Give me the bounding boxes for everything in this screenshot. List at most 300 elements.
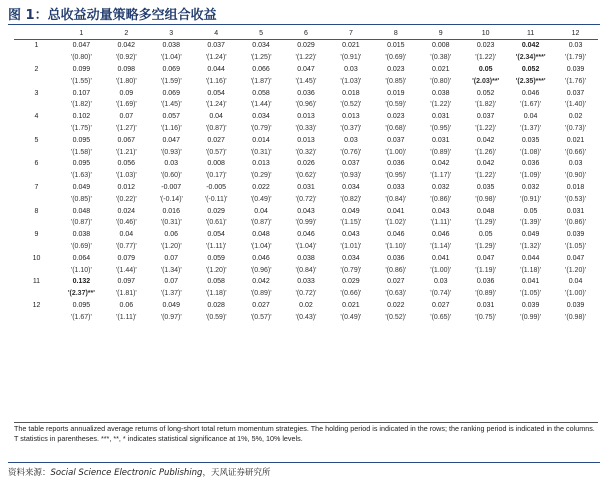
tstat-cell: '(1.67)'	[520, 101, 542, 109]
return-cell: 0.048	[72, 207, 91, 215]
tstat-cell: '(1.67)'	[70, 313, 92, 321]
tstat-cell: '(2.03)**'	[472, 77, 500, 85]
tstat-cell: '(1.82)'	[70, 101, 92, 109]
tstat-cell: '(0.38)'	[430, 54, 452, 62]
return-cell: 0.07	[164, 254, 179, 262]
tstat-cell: '(0.87)'	[250, 219, 272, 227]
tstat-cell: '(0.89)'	[475, 290, 497, 298]
tstat-cell: '(0.97)'	[160, 313, 182, 321]
tstat-cell: '(0.22)'	[115, 195, 137, 203]
tstat-cell: '(1.20)'	[565, 266, 587, 274]
return-cell: 0.036	[521, 160, 540, 168]
column-header: 5	[259, 30, 264, 37]
tstat-cell: '(1.22)'	[475, 124, 497, 132]
table-row	[14, 64, 598, 76]
return-cell: 0.036	[476, 278, 495, 286]
return-cell: 0.069	[162, 89, 180, 97]
tstat-cell: '(1.09)'	[520, 172, 542, 180]
return-cell: 0.034	[342, 183, 360, 191]
tstat-cell: '(2.37)**'	[67, 290, 95, 298]
return-cell: 0.048	[252, 231, 270, 239]
return-cell: 0.027	[387, 278, 405, 286]
tstat-cell: '(1.02)'	[385, 219, 407, 227]
header-row	[14, 28, 598, 40]
tstat-cell: '(1.59)'	[160, 77, 182, 85]
tstat-cell: '(0.87)'	[70, 219, 92, 227]
return-cell: 0.033	[387, 183, 405, 191]
tstat-cell: '(1.10)'	[385, 242, 407, 250]
tstat-row-spacer	[14, 99, 59, 111]
tstat-cell: '(0.93)'	[340, 172, 362, 180]
row-label: 7	[34, 183, 39, 191]
tstat-cell: '(1.44)'	[250, 101, 272, 109]
row-label: 8	[34, 207, 39, 215]
tstat-cell: '(1.39)'	[520, 219, 542, 227]
tstat-cell: '(1.76)'	[565, 77, 587, 85]
column-header: 1	[79, 30, 84, 37]
tstat-row	[14, 123, 598, 135]
return-cell: 0.048	[476, 207, 495, 215]
tstat-cell: '(1.37)'	[160, 290, 182, 298]
return-cell: 0.067	[117, 136, 136, 144]
column-header: 3	[169, 30, 174, 37]
return-cell: 0.031	[431, 113, 450, 121]
table-row	[14, 87, 598, 99]
return-cell: 0.095	[72, 301, 91, 309]
return-cell: 0.036	[387, 160, 405, 168]
tstat-cell: '(0.31)'	[250, 148, 272, 156]
tstat-cell: '(1.16)'	[205, 77, 227, 85]
return-cell: 0.018	[342, 89, 360, 97]
return-cell: 0.099	[72, 65, 91, 73]
tstat-cell: '(1.03)'	[340, 77, 362, 85]
return-cell: 0.06	[164, 231, 179, 239]
tstat-cell: '(0.80)'	[430, 77, 452, 85]
return-cell: 0.04	[119, 231, 134, 239]
return-cell: 0.037	[476, 113, 495, 121]
tstat-cell: '(1.44)'	[115, 266, 137, 274]
return-cell: 0.043	[342, 231, 360, 239]
return-cell: 0.02	[299, 301, 313, 309]
tstat-cell: '(0.66)'	[340, 290, 362, 298]
tstat-cell: '(1.25)'	[250, 54, 272, 62]
tstat-cell: '(0.63)'	[385, 290, 407, 298]
return-cell: 0.022	[387, 301, 405, 309]
table-row	[14, 205, 598, 217]
return-cell: 0.047	[72, 42, 91, 50]
return-cell: 0.023	[387, 113, 405, 121]
return-cell: 0.03	[433, 278, 448, 286]
return-cell: 0.058	[207, 278, 225, 286]
tstat-cell: '(1.79)'	[565, 54, 587, 62]
return-cell: 0.07	[164, 278, 179, 286]
tstat-cell: '(1.17)'	[430, 172, 452, 180]
tstat-cell: '(1.69)'	[115, 101, 137, 109]
return-cell: 0.042	[431, 160, 450, 168]
tstat-cell: '(0.95)'	[385, 172, 407, 180]
tstat-cell: '(0.98)'	[565, 313, 587, 321]
tstat-cell: '(1.11)'	[205, 242, 227, 250]
return-cell: 0.013	[297, 113, 315, 121]
tstat-cell: '(1.00)'	[430, 266, 452, 274]
return-cell: 0.098	[117, 65, 136, 73]
return-cell: 0.03	[568, 160, 583, 168]
return-cell: 0.046	[297, 231, 315, 239]
tstat-cell: '(1.29)'	[475, 242, 497, 250]
return-cell: 0.027	[431, 301, 450, 309]
return-cell: 0.03	[344, 136, 358, 144]
column-header: 11	[526, 30, 535, 37]
tstat-cell: '(0.59)'	[205, 313, 227, 321]
tstat-row	[14, 288, 598, 300]
tstat-row	[14, 217, 598, 229]
return-cell: 0.034	[252, 42, 270, 50]
tstat-cell: '(2.35)***'	[515, 77, 546, 85]
return-cell: 0.043	[297, 207, 315, 215]
tstat-row-spacer	[14, 75, 59, 87]
return-cell: 0.049	[162, 301, 180, 309]
title-divider	[8, 24, 600, 25]
column-header: 9	[438, 30, 443, 37]
tstat-cell: '(0.80)'	[70, 54, 92, 62]
return-cell: 0.026	[297, 160, 315, 168]
column-header: 6	[304, 30, 308, 37]
tstat-cell: '(1.20)'	[160, 242, 182, 250]
tstat-cell: '(0.96)'	[250, 266, 272, 274]
return-cell: 0.05	[478, 65, 493, 73]
row-label: 2	[34, 65, 39, 73]
tstat-cell: '(1.05)'	[565, 242, 587, 250]
tstat-cell: '(0.37)'	[340, 124, 362, 132]
return-cell: 0.041	[431, 254, 450, 262]
tstat-cell: '(0.77)'	[115, 242, 137, 250]
table-row	[14, 134, 598, 146]
tstat-cell: '(0.96)'	[295, 101, 317, 109]
return-cell: 0.037	[387, 136, 405, 144]
tstat-cell: '(0.29)'	[250, 172, 272, 180]
return-cell: 0.046	[252, 254, 270, 262]
tstat-cell: '(1.26)'	[475, 148, 497, 156]
return-cell: 0.047	[297, 65, 315, 73]
return-cell: 0.042	[521, 42, 540, 50]
column-header: 10	[481, 30, 490, 37]
tstat-row	[14, 311, 598, 323]
tstat-cell: '(0.49)'	[340, 313, 362, 321]
tstat-cell: '(0.85)'	[385, 77, 407, 85]
tstat-cell: '(1.18)'	[520, 266, 542, 274]
row-label: 3	[34, 89, 39, 97]
tstat-cell: '(0.57)'	[205, 148, 227, 156]
return-cell: 0.029	[297, 42, 315, 50]
return-cell: 0.04	[568, 278, 583, 286]
tstat-cell: '(1.03)'	[115, 172, 137, 180]
tstat-cell: '(1.11)'	[430, 219, 451, 227]
return-cell: -0.005	[206, 183, 227, 191]
return-cell: 0.029	[207, 207, 225, 215]
return-cell: 0.049	[342, 207, 360, 215]
return-cell: 0.044	[207, 65, 225, 73]
tstat-cell: '(0.72)'	[295, 195, 317, 203]
tstat-cell: '(1.04)'	[160, 54, 182, 62]
row-label: 10	[32, 254, 41, 262]
tstat-cell: '(0.65)'	[430, 313, 452, 321]
tstat-row	[14, 241, 598, 253]
return-cell: 0.038	[297, 254, 315, 262]
return-cell: 0.044	[521, 254, 540, 262]
return-cell: 0.057	[162, 113, 180, 121]
return-cell: 0.021	[431, 65, 450, 73]
tstat-cell: '(1.87)'	[250, 77, 272, 85]
tstat-cell: '(1.63)'	[70, 172, 92, 180]
tstat-cell: '(1.11)'	[116, 313, 137, 321]
tstat-row-spacer	[14, 123, 59, 135]
return-cell: 0.031	[431, 136, 450, 144]
tstat-cell: '(0.66)'	[565, 148, 587, 156]
return-cell: 0.047	[476, 254, 495, 262]
tstat-cell: '(0.89)'	[430, 148, 452, 156]
return-cell: 0.035	[521, 136, 540, 144]
return-cell: 0.037	[566, 89, 585, 97]
tstat-cell: '(0.82)'	[340, 195, 362, 203]
tstat-cell: '(1.14)'	[430, 242, 452, 250]
tstat-cell: '(0.89)'	[250, 290, 272, 298]
tstat-cell: '(1.55)'	[70, 77, 92, 85]
return-cell: 0.013	[297, 136, 315, 144]
return-cell: 0.041	[387, 207, 405, 215]
tstat-cell: '(1.01)'	[340, 242, 362, 250]
return-cell: 0.034	[342, 254, 360, 262]
return-cell: 0.03	[164, 160, 179, 168]
return-cell: 0.042	[117, 42, 136, 50]
column-header: 2	[124, 30, 129, 37]
tstat-cell: '(1.00)'	[385, 148, 407, 156]
return-cell: 0.095	[72, 136, 91, 144]
tstat-cell: '(1.15)'	[340, 219, 362, 227]
tstat-cell: '(1.05)'	[520, 290, 542, 298]
row-label: 11	[32, 278, 41, 286]
table-row	[14, 229, 598, 241]
tstat-cell: '(0.53)'	[565, 195, 587, 203]
return-cell: 0.046	[521, 89, 540, 97]
table-row	[14, 111, 598, 123]
tstat-cell: '(1.22)'	[475, 54, 497, 62]
return-cell: 0.008	[207, 160, 225, 168]
tstat-row	[14, 264, 598, 276]
return-cell: 0.024	[117, 207, 136, 215]
return-cell: 0.064	[72, 254, 91, 262]
return-cell: 0.05	[478, 231, 493, 239]
return-cell: 0.042	[476, 160, 495, 168]
table-header	[14, 28, 598, 40]
tstat-cell: '(1.16)'	[160, 124, 182, 132]
table-row	[14, 158, 598, 170]
return-cell: 0.039	[566, 231, 585, 239]
tstat-cell: '(0.91)'	[340, 54, 362, 62]
tstat-cell: '(1.21)'	[115, 148, 137, 156]
return-cell: 0.132	[72, 278, 91, 286]
return-cell: 0.04	[523, 113, 538, 121]
source-divider	[8, 462, 600, 463]
tstat-row-spacer	[14, 311, 59, 323]
return-cell: 0.022	[252, 183, 270, 191]
return-cell: 0.036	[297, 89, 315, 97]
return-cell: 0.046	[387, 231, 405, 239]
return-cell: 0.09	[119, 89, 134, 97]
tstat-cell: '(0.31)'	[160, 219, 182, 227]
return-cell: 0.042	[252, 278, 270, 286]
tstat-cell: '(0.93)'	[160, 148, 182, 156]
tstat-row	[14, 146, 598, 158]
return-cell: 0.013	[252, 160, 270, 168]
return-cell: 0.079	[117, 254, 136, 262]
tstat-cell: '(0.90)'	[565, 172, 587, 180]
tstat-cell: '(1.45)'	[160, 101, 182, 109]
tstat-cell: '(1.24)'	[205, 101, 227, 109]
return-cell: 0.052	[521, 65, 540, 73]
figure-title: 图 1：总收益动量策略多空组合收益	[8, 8, 217, 23]
return-cell: 0.046	[431, 231, 450, 239]
tstat-cell: '(0.60)'	[160, 172, 182, 180]
return-cell: -0.007	[161, 183, 182, 191]
tstat-cell: '(1.34)'	[160, 266, 182, 274]
tstat-row-spacer	[14, 52, 59, 64]
return-cell: 0.013	[342, 113, 360, 121]
return-cell: 0.016	[162, 207, 180, 215]
return-cell: 0.034	[252, 113, 270, 121]
row-label: 1	[34, 42, 39, 50]
return-cell: 0.018	[566, 183, 585, 191]
tstat-cell: '(2.34)***'	[515, 54, 546, 62]
tstat-cell: '(0.69)'	[385, 54, 407, 62]
tstat-cell: '(0.43)'	[295, 313, 317, 321]
tstat-cell: '(0.92)'	[115, 54, 137, 62]
tstat-cell: '(0.32)'	[295, 148, 317, 156]
tstat-cell: '(0.84)'	[295, 266, 317, 274]
return-cell: 0.06	[119, 301, 134, 309]
return-cell: 0.036	[387, 254, 405, 262]
table-row	[14, 300, 598, 312]
tstat-cell: '(0.61)'	[205, 219, 227, 227]
return-cell: 0.021	[342, 42, 360, 50]
row-label: 5	[34, 136, 39, 144]
tstat-cell: '(0.52)'	[340, 101, 362, 109]
tstat-cell: '(0.33)'	[295, 124, 317, 132]
return-cell: 0.066	[252, 65, 270, 73]
tstat-cell: '(1.45)'	[295, 77, 317, 85]
tstat-cell: '(1.20)'	[205, 266, 227, 274]
tstat-cell: '(1.22)'	[430, 101, 452, 109]
source-prefix: 资料来源：	[8, 468, 51, 478]
return-cell: 0.054	[207, 231, 225, 239]
return-cell: 0.039	[566, 65, 585, 73]
tstat-cell: '(0.87)'	[205, 124, 227, 132]
return-cell: 0.038	[162, 42, 180, 50]
table-body	[14, 40, 598, 324]
return-cell: 0.059	[207, 254, 225, 262]
tstat-cell: '(1.29)'	[475, 219, 497, 227]
column-header: 7	[348, 30, 353, 37]
return-cell: 0.056	[117, 160, 136, 168]
tstat-cell: '(1.32)'	[520, 242, 542, 250]
return-cell: 0.095	[72, 160, 91, 168]
return-cell: 0.047	[566, 254, 585, 262]
return-cell: 0.049	[72, 183, 91, 191]
return-cell: 0.047	[162, 136, 180, 144]
tstat-cell: '(0.86)'	[385, 266, 407, 274]
tstat-row	[14, 99, 598, 111]
tstat-cell: '(0.52)'	[385, 313, 407, 321]
return-cell: 0.021	[342, 301, 360, 309]
return-cell: 0.031	[297, 183, 315, 191]
tstat-row	[14, 170, 598, 182]
return-cell: 0.038	[431, 89, 450, 97]
tstat-cell: '(1.58)'	[70, 148, 92, 156]
return-cell: 0.054	[207, 89, 225, 97]
return-cell: 0.038	[72, 231, 91, 239]
column-header: 8	[393, 30, 398, 37]
tstat-cell: '(1.00)'	[565, 290, 587, 298]
note-divider	[14, 422, 598, 423]
tstat-cell: '(0.99)'	[520, 313, 542, 321]
return-cell: 0.039	[566, 301, 585, 309]
row-label: 6	[34, 160, 39, 168]
return-cell: 0.02	[568, 113, 583, 121]
return-cell: 0.043	[431, 207, 450, 215]
tstat-cell: '(1.40)'	[565, 101, 587, 109]
tstat-cell: '(0.79)'	[340, 266, 362, 274]
return-cell: 0.03	[344, 65, 358, 73]
tstat-cell: '(0.76)'	[340, 148, 362, 156]
tstat-cell: '(1.37)'	[520, 124, 542, 132]
row-label: 12	[32, 301, 41, 309]
tstat-row-spacer	[14, 193, 59, 205]
tstat-row-spacer	[14, 217, 59, 229]
return-cell: 0.097	[117, 278, 136, 286]
return-cell: 0.014	[252, 136, 270, 144]
tstat-cell: '(1.80)'	[115, 77, 137, 85]
tstat-cell: '(0.73)'	[565, 124, 587, 132]
tstat-cell: '(1.75)'	[70, 124, 92, 132]
tstat-cell: '(1.81)'	[115, 290, 137, 298]
return-cell: 0.028	[207, 301, 225, 309]
tstat-cell: '(0.95)'	[430, 124, 452, 132]
return-cell: 0.012	[117, 183, 136, 191]
tstat-cell: '(1.18)'	[205, 290, 227, 298]
return-cell: 0.027	[252, 301, 270, 309]
return-cell: 0.052	[476, 89, 495, 97]
tstat-cell: '(0.98)'	[475, 195, 497, 203]
tstat-row	[14, 75, 598, 87]
return-cell: 0.058	[252, 89, 270, 97]
tstat-cell: '(0.59)'	[385, 101, 407, 109]
column-header: 4	[214, 30, 219, 37]
returns-table	[14, 28, 598, 323]
tstat-cell: '(0.85)'	[70, 195, 92, 203]
return-cell: 0.023	[387, 65, 405, 73]
tstat-cell: '(1.22)'	[475, 172, 497, 180]
source-suffix: ，天风证券研究所	[202, 468, 271, 478]
return-cell: 0.031	[476, 301, 495, 309]
return-cell: 0.037	[207, 42, 225, 50]
source-line	[8, 466, 270, 478]
return-cell: 0.021	[566, 136, 585, 144]
return-cell: 0.023	[476, 42, 495, 50]
tstat-cell: '(0.46)'	[115, 219, 137, 227]
return-cell: 0.041	[521, 278, 540, 286]
return-cell: 0.039	[521, 301, 540, 309]
return-cell: 0.042	[476, 136, 495, 144]
return-cell: 0.04	[254, 207, 268, 215]
